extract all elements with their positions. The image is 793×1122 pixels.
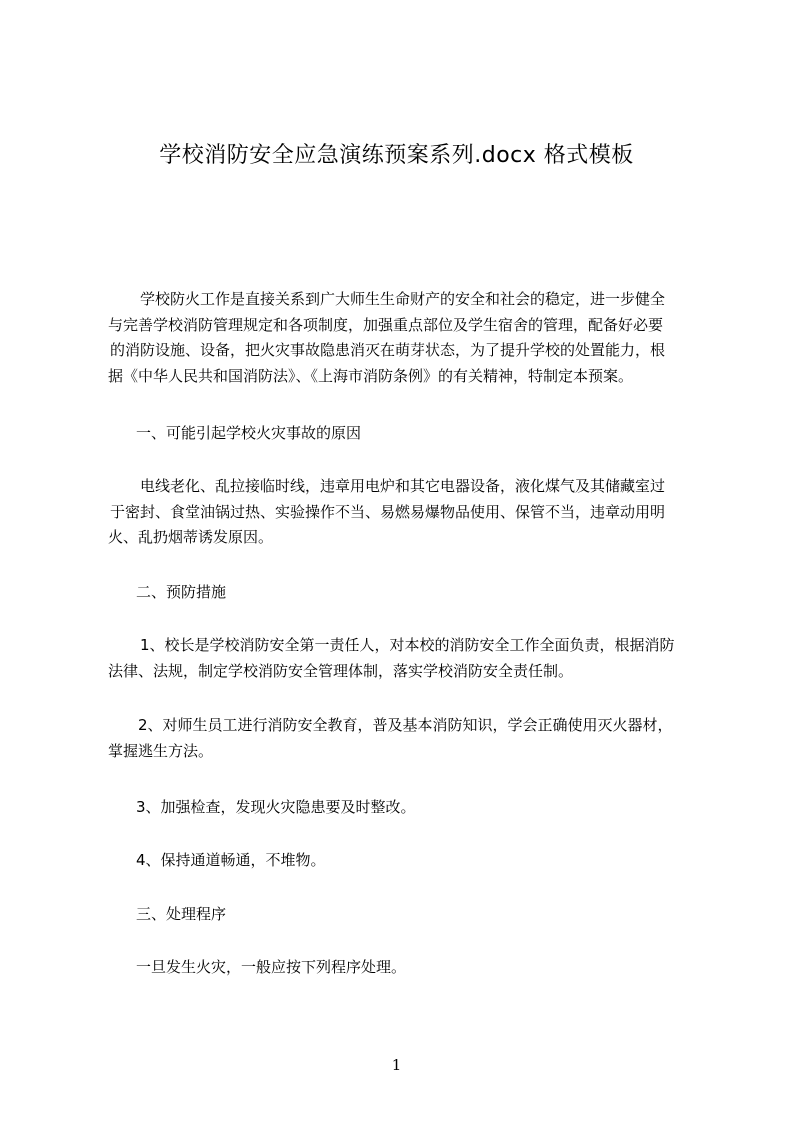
section-2-item-1-line-2: 法律、法规，制定学校消防安全管理体制，落实学校消防安全责任制。 bbox=[108, 661, 574, 680]
section-1-heading: 一、可能引起学校火灾事故的原因 bbox=[136, 424, 362, 442]
section-2-item-3: 3、加强检查，发现火灾隐患要及时整改。 bbox=[136, 798, 416, 816]
intro-line-2: 与完善学校消防管理规定和各项制度，加强重点部位及学生宿舍的管理，配备好必要 bbox=[108, 315, 664, 334]
section-2-item-2-line-2: 掌握逃生方法。 bbox=[108, 741, 214, 760]
section-2-heading: 二、预防措施 bbox=[136, 583, 227, 601]
section-1-paragraph bbox=[108, 474, 665, 551]
section-3-heading: 三、处理程序 bbox=[136, 905, 227, 923]
intro-line-4: 据《中华人民共和国消防法》、《上海市消防条例》的有关精神，特制定本预案。 bbox=[108, 366, 634, 385]
intro-line-1: 学校防火工作是直接关系到广大师生生命财产的安全和社会的稳定，进一步健全 bbox=[140, 290, 666, 308]
section-2-item-2-line-1: 2、对师生员工进行消防安全教育，普及基本消防知识，学会正确使用灭火器材， bbox=[138, 716, 673, 734]
section-1-line-2: 于密封、食堂油锅过热、实验操作不当、易燃易爆物品使用、保管不当，违章动用明 bbox=[110, 502, 666, 521]
intro-paragraph bbox=[108, 287, 665, 389]
section-2-item-4: 4、保持通道畅通，不堆物。 bbox=[136, 851, 326, 869]
section-2-item-1-line-1: 1、校长是学校消防安全第一责任人，对本校的消防安全工作全面负责，根据消防 bbox=[140, 636, 675, 654]
section-2-item-2 bbox=[108, 713, 673, 764]
intro-line-3: 的消防设施、设备，把火灾事故隐患消灭在萌芽状态，为了提升学校的处置能力，根 bbox=[110, 341, 666, 359]
page-number: 1 bbox=[391, 1056, 402, 1074]
section-1-line-3: 火、乱扔烟蒂诱发原因。 bbox=[108, 528, 274, 546]
section-1-line-1: 电线老化、乱拉接临时线，违章用电炉和其它电器设备，液化煤气及其储藏室过 bbox=[140, 477, 666, 495]
section-2-item-1 bbox=[108, 633, 675, 684]
section-3-text: 一旦发生火灾，一般应按下列程序处理。 bbox=[136, 958, 407, 976]
document-title: 学校消防安全应急演练预案系列.docx 格式模板 bbox=[159, 143, 634, 168]
